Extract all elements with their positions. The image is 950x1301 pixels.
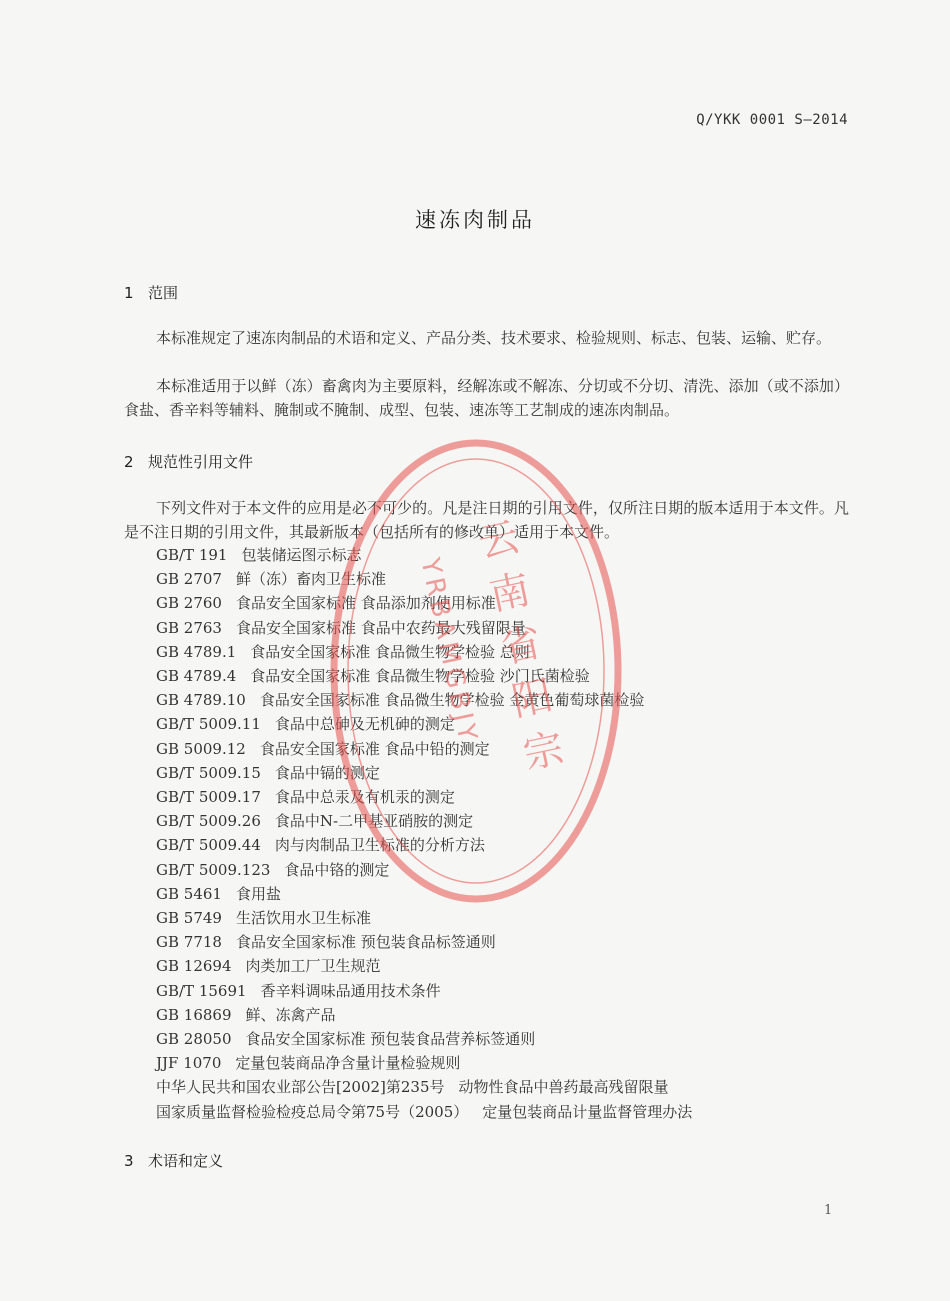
reference-item: GB 2763 食品安全国家标准 食品中农药最大残留限量 — [156, 618, 526, 637]
reference-item: GB/T 5009.26 食品中N-二甲基亚硝胺的测定 — [156, 812, 474, 831]
section-heading-terms — [124, 1150, 223, 1171]
reference-item: GB/T 5009.15 食品中镉的测定 — [156, 763, 380, 782]
references-intro: 下列文件对于本文件的应用是必不可少的。凡是注日期的引用文件，仅所注日期的版本适用于本文件。凡是不注日期的引用文件，其最新版本（包括所有的修改单）适用于本文件。 — [124, 499, 849, 541]
reference-item: GB 4789.10 食品安全国家标准 食品微生物学检验 金黄色葡萄球菌检验 — [156, 691, 645, 710]
document-title: 速冻肉制品 — [415, 208, 535, 232]
svg-text:云南省阳宗: 云南省阳宗 — [468, 514, 570, 789]
section-heading-references — [124, 451, 253, 472]
reference-item: GB 12694 肉类加工厂卫生规范 — [156, 957, 381, 976]
reference-item: GB 2760 食品安全国家标准 食品添加剂使用标准 — [156, 594, 496, 613]
scope-paragraph-2: 本标准适用于以鲜（冻）畜禽肉为主要原料，经解冻或不解冻、分切或不分切、清洗、添加（或不添加）食盐、香辛料等辅料、腌制或不腌制、成型、包装、速冻等工艺制成的速冻肉制品。 — [124, 377, 849, 419]
section-number: 1 — [124, 284, 134, 302]
reference-item: GB/T 5009.11 食品中总砷及无机砷的测定 — [156, 715, 455, 734]
scope-paragraph-1: 本标准规定了速冻肉制品的术语和定义、产品分类、技术要求、检验规则、标志、包装、运输、贮存。 — [156, 329, 832, 347]
section-title: 规范性引用文件 — [148, 453, 254, 471]
reference-item: GB 28050 食品安全国家标准 预包装食品营养标签通则 — [156, 1030, 536, 1049]
references-list — [156, 543, 692, 1124]
reference-item: GB 4789.4 食品安全国家标准 食品微生物学检验 沙门氏菌检验 — [156, 667, 590, 686]
reference-item: GB/T 5009.44 肉与肉制品卫生标准的分析方法 — [156, 836, 485, 855]
reference-item: GB 4789.1 食品安全国家标准 食品微生物学检验 总则 — [156, 642, 530, 661]
svg-text:YRBAMGBJY: YRBAMGBJY — [414, 555, 484, 748]
reference-item: 国家质量监督检验检疫总局令第75号（2005） 定量包装商品计量监督管理办法 — [156, 1102, 693, 1121]
reference-item: GB 7718 食品安全国家标准 预包装食品标签通则 — [156, 933, 496, 952]
section-number: 2 — [124, 453, 134, 471]
reference-item: GB/T 191 包装储运图示标志 — [156, 546, 362, 564]
section-title: 术语和定义 — [148, 1152, 224, 1170]
section-number: 3 — [124, 1152, 134, 1170]
reference-item: JJF 1070 定量包装商品净含量计量检验规则 — [156, 1054, 461, 1073]
document-code: Q/YKK 0001 S—2014 — [696, 112, 848, 128]
reference-item: GB/T 5009.123 食品中铬的测定 — [156, 860, 390, 879]
reference-item: GB 5461 食用盐 — [156, 884, 281, 903]
section-title: 范围 — [148, 284, 179, 302]
reference-item: GB 5009.12 食品安全国家标准 食品中铅的测定 — [156, 739, 490, 758]
section-heading-scope — [124, 282, 178, 303]
reference-item: GB/T 5009.17 食品中总汞及有机汞的测定 — [156, 788, 455, 807]
reference-item: GB/T 15691 香辛料调味品通用技术条件 — [156, 981, 441, 1000]
reference-item: GB 2707 鲜（冻）畜肉卫生标准 — [156, 570, 386, 589]
reference-item: 中华人民共和国农业部公告[2002]第235号 动物性食品中兽药最高残留限量 — [156, 1078, 669, 1097]
reference-item: GB 16869 鲜、冻禽产品 — [156, 1005, 336, 1024]
reference-item: GB 5749 生活饮用水卫生标准 — [156, 909, 371, 928]
page-number: 1 — [824, 1203, 833, 1218]
